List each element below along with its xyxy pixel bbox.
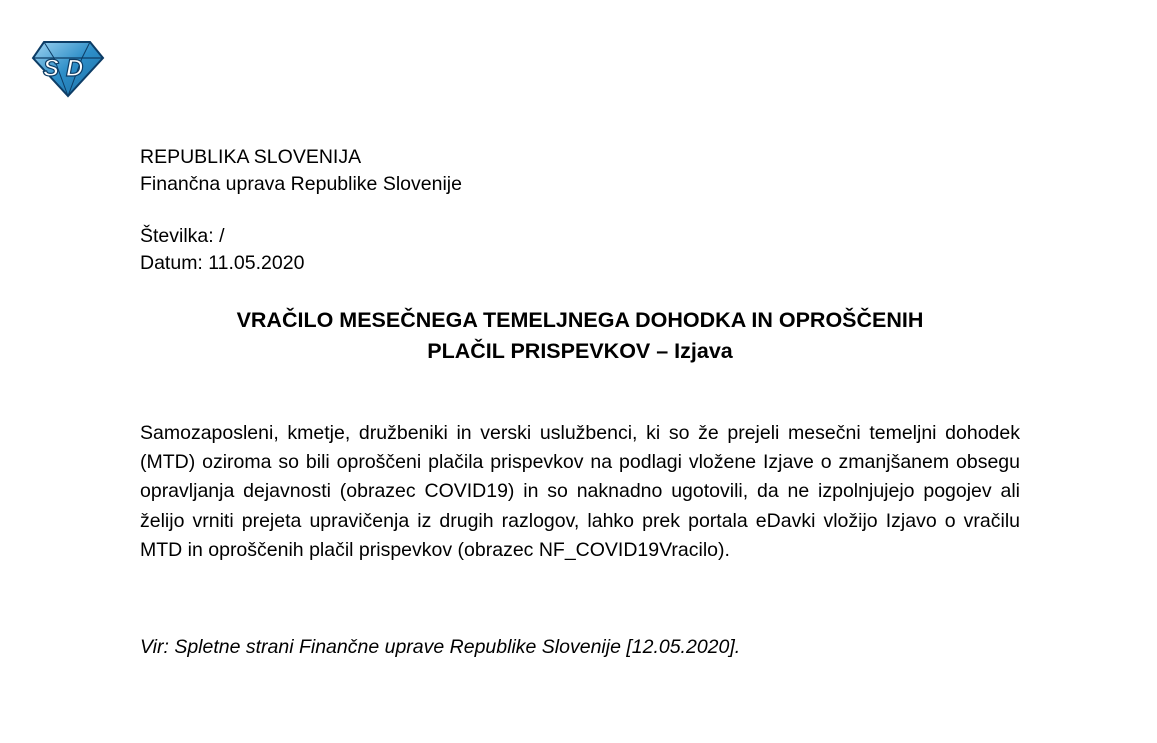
svg-text:S: S (43, 55, 60, 82)
document-date: Datum: 11.05.2020 (140, 252, 305, 274)
document-number: Številka: / (140, 225, 225, 247)
header-authority: Finančna uprava Republike Slovenije (140, 173, 462, 195)
header-country: REPUBLIKA SLOVENIJA (140, 146, 362, 168)
header (140, 144, 462, 198)
title-line-1: VRAČILO MESEČNEGA TEMELJNEGA DOHODKA IN OPROŠČENIH (236, 308, 924, 332)
svg-text:D: D (66, 55, 84, 82)
document-meta (140, 223, 304, 277)
source-citation: Vir: Spletne strani Finančne uprave Republike Slovenije [12.05.2020]. (140, 636, 741, 658)
body-paragraph: Samozaposleni, kmetje, družbeniki in verski uslužbenci, ki so že prejeli mesečni temeljni dohodek (MTD) oziroma so bili oproščeni plačila prispevkov na podlagi vložene Izjave o zmanjšanem obsegu opravljanja dejavnosti (obrazec COVID19) in so naknadno ugotovili, da ne izpolnjujejo pogojev ali želijo vrniti prejeta upravičenja iz drugih razlogov, lahko prek portala eDavki vložijo Izjavo o vračilu MTD in oproščenih plačil prispevkov (obrazec NF_COVID19Vracilo). (140, 422, 1020, 561)
title-line-2: PLAČIL PRISPEVKOV – Izjava (427, 339, 733, 363)
sd-diamond-logo-icon (30, 38, 106, 100)
document-title (138, 305, 1022, 367)
